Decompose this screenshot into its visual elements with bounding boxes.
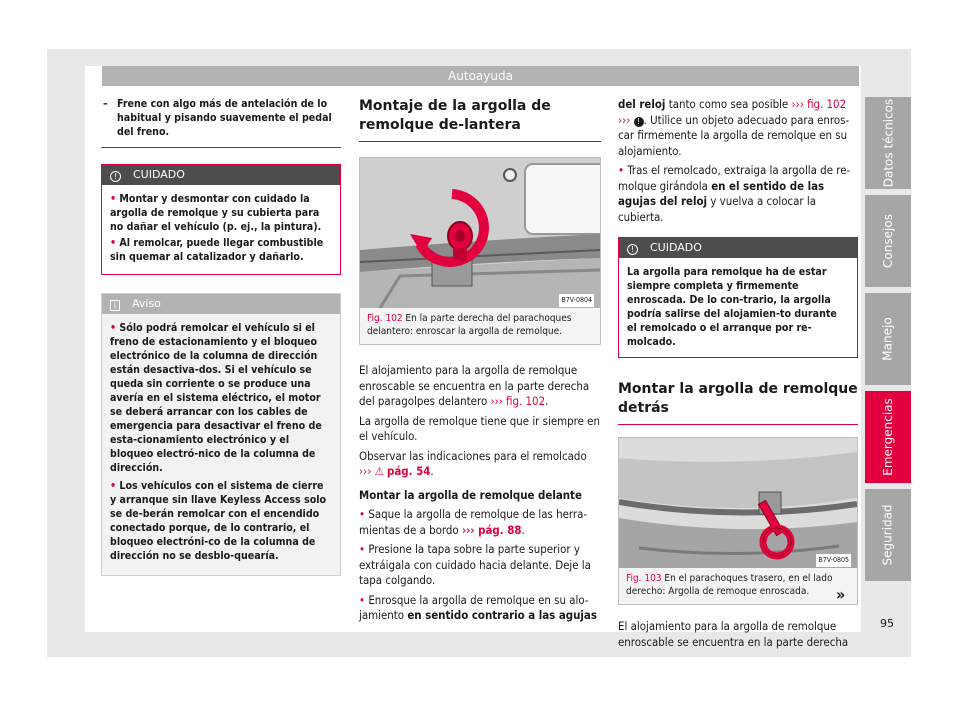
- section-title: Montar la argolla de remolque detrás: [618, 380, 858, 425]
- aviso-title: Aviso: [132, 297, 161, 310]
- bullet-item: • Saque la argolla de remolque de las herra-mientas de a bordo ››› pág. 88.: [359, 507, 588, 537]
- figure-caption-text: En la parte derecha del parachoques delantero: enroscar la argolla de remolque.: [367, 313, 572, 337]
- link-page-88[interactable]: ››› pág. 88: [461, 522, 522, 537]
- column-left: [101, 97, 341, 576]
- section-title: Montaje de la argolla de remolque de-lantera: [359, 97, 601, 142]
- link-arrow[interactable]: ›››: [618, 112, 631, 127]
- figure-code: B7V-0805: [816, 554, 851, 567]
- figure-label: Fig. 102: [367, 313, 403, 324]
- text: Tras el remolcado, extraiga la argolla de re-molque girándola: [618, 163, 851, 193]
- aviso-item: • Los vehículos con el sistema de cierre y arranque sin llave Keyless Access solo se de-berán remolcar con el encendido conectado porque, de lo contrario, el bloqueo electróni-co de la columna de dirección no se desblo-quearía.: [110, 480, 327, 562]
- subheading: Montar la argolla de remolque delante: [359, 487, 582, 502]
- caution-item-text: Montar y desmontar con cuidado la argolla de remolque y su cubierta para no dañar el vehículo (p. ej., la pintura).: [110, 193, 322, 233]
- caution-box: [101, 164, 341, 275]
- tab-emergencias[interactable]: [865, 391, 911, 483]
- caution-header: [102, 165, 340, 185]
- warning-icon: !: [627, 244, 638, 255]
- tab-seguridad[interactable]: [865, 489, 911, 581]
- caution-box: [618, 237, 858, 358]
- aviso-item-text: Los vehículos con el sistema de cierre y arranque sin llave Keyless Access solo se de-berán remolcar con el encendido conectado porque, de lo contrario, el bloqueo electróni-co de la columna de dirección no se desblo-quearía.: [110, 480, 327, 562]
- front-bumper-illustration: [360, 158, 600, 308]
- figure-code: B7V-0804: [559, 294, 594, 307]
- caution-item: • Montar y desmontar con cuidado la argolla de remolque y su cubierta para no dañar el vehículo (p. ej., la pintura).: [110, 193, 322, 233]
- link-fig-102[interactable]: ››› fig. 102: [791, 97, 847, 111]
- tab-manejo[interactable]: [865, 293, 911, 385]
- link-fig-102[interactable]: ››› fig. 102: [490, 394, 546, 408]
- paragraph: La argolla de remolque tiene que ir siempre en el vehículo.: [359, 413, 600, 443]
- tab-label: Datos técnicos: [881, 98, 895, 188]
- text-bold: en el sentido de las agujas del reloj: [618, 178, 825, 208]
- aviso-item-text: Sólo podrá remolcar el vehículo si el freno de estacionamiento y el bloqueo electrónico de la columna de dirección están desactiva-dos. Si el vehículo se queda sin corriente o se produce una avería en el sistema eléctrico, el motor se deberá arrancar con los cables de emergencia para desactivar el freno de esta-cionamiento electrónico y el bloqueo electró-nico de la columna de dirección.: [110, 322, 322, 474]
- text: tanto como sea posible: [668, 97, 789, 111]
- body-text: [359, 363, 601, 624]
- paragraph: Observar las indicaciones para el remolcado ››› ⚠ pág. 54.: [359, 448, 587, 478]
- text: Observar las indicaciones para el remolcado: [359, 448, 587, 463]
- tab-label: Manejo: [881, 317, 895, 361]
- text: Saque la argolla de remolque de las herra-mientas de a bordo: [359, 507, 588, 537]
- caution-title: CUIDADO: [650, 241, 702, 254]
- bullet-item: • Presione la tapa sobre la parte superior y extráigala con cuidado hacia delante. Deje la tapa colgando.: [359, 542, 591, 587]
- caution-item: • Al remolcar, puede llegar combustible sin quemar al catalizador y dañarlo.: [110, 237, 324, 263]
- aviso-item: • Sólo podrá remolcar el vehículo si el freno de estacionamiento y el bloqueo electrónico de la columna de dirección están desactiva-dos. Si el vehículo se queda sin corriente o se produce una avería en el sistema eléctrico, el motor se deberá arrancar con los cables de emergencia para desactivar el freno de esta-cionamiento electrónico y el bloqueo electró-nico de la columna de dirección.: [110, 322, 322, 474]
- tab-label: Consejos: [881, 214, 896, 268]
- warning-icon: !: [110, 171, 121, 182]
- tab-label: Seguridad: [881, 504, 896, 566]
- aviso-header: [102, 294, 340, 314]
- aviso-body: [102, 314, 340, 575]
- caution-body: [102, 185, 340, 274]
- note-box: [101, 97, 341, 148]
- continue-mark: »: [836, 585, 846, 604]
- figure-caption: [360, 296, 600, 344]
- paragraph: El alojamiento para la argolla de remolque enroscable se encuentra en la parte derecha: [618, 619, 849, 649]
- figure-label: Fig. 103: [626, 573, 662, 584]
- caution-title: CUIDADO: [133, 168, 185, 181]
- column-middle: [359, 97, 601, 628]
- text: Presione la tapa sobre la parte superior y extráigala con cuidado hacia delante. Deje la tapa colgando.: [359, 542, 591, 587]
- page-number: 95: [880, 617, 894, 630]
- caution-header: [619, 238, 857, 258]
- tab-consejos[interactable]: [865, 195, 911, 287]
- exclamation-icon: !: [634, 117, 644, 127]
- link-page-54[interactable]: pág. 54: [387, 464, 431, 478]
- text: . Utilice un objeto adecuado para enros-car firmemente la argolla de remolque en su alojamiento.: [618, 112, 850, 158]
- rear-bumper-illustration: [619, 438, 857, 568]
- paragraph: [618, 97, 858, 159]
- bullet-item: • Tras el remolcado, extraiga la argolla de re-molque girándola en el sentido de las agujas del reloj y vuelva a colocar la cubierta.: [618, 163, 851, 224]
- bullet-item: • Enrosque la argolla de remolque en su alo-jamiento en sentido contrario a las agujas: [359, 592, 597, 622]
- figure-102: [359, 157, 601, 345]
- text: y vuelva a colocar la cubierta.: [618, 194, 817, 224]
- dash-item: – Frene con algo más de antelación de lo habitual y pisando suavemente el pedal del freno.: [101, 97, 339, 139]
- column-right: [618, 97, 858, 654]
- warning-triangle-icon: ⚠: [374, 464, 384, 478]
- figure-103: [618, 437, 858, 605]
- text: Enrosque la argolla de remolque en su alo-jamiento: [359, 592, 589, 622]
- tab-datos-tecnicos[interactable]: [865, 97, 911, 189]
- text-bold: del reloj: [618, 97, 666, 111]
- paragraph: El alojamiento para la argolla de remolque enroscable se encuentra en la parte derecha del paragolpes delantero ››› fig. 102.: [359, 363, 590, 408]
- text-bold: en sentido contrario a las agujas: [407, 608, 597, 622]
- figure-caption: [619, 556, 857, 604]
- caution-item-text: Al remolcar, puede llegar combustible sin quemar al catalizador y dañarlo.: [110, 237, 324, 263]
- tab-label: Emergencias: [881, 398, 895, 476]
- aviso-box: [101, 293, 341, 576]
- caution-body: La argolla para remolque ha de estar siempre completa y firmemente enroscada. De lo con-trario, la argolla podría salirse del alojamien-to durante el remolcado o el arranque por re-molcado.: [627, 266, 837, 348]
- link-arrow[interactable]: ›››: [359, 464, 372, 478]
- chapter-header: Autoayuda: [102, 66, 859, 86]
- text: El alojamiento para la argolla de remolque enroscable se encuentra en la parte derecha del paragolpes delantero: [359, 363, 590, 408]
- figure-caption-text: En el parachoques trasero, en el lado derecho: Argolla de remoque enroscada.: [626, 573, 833, 597]
- info-icon: i: [110, 300, 120, 311]
